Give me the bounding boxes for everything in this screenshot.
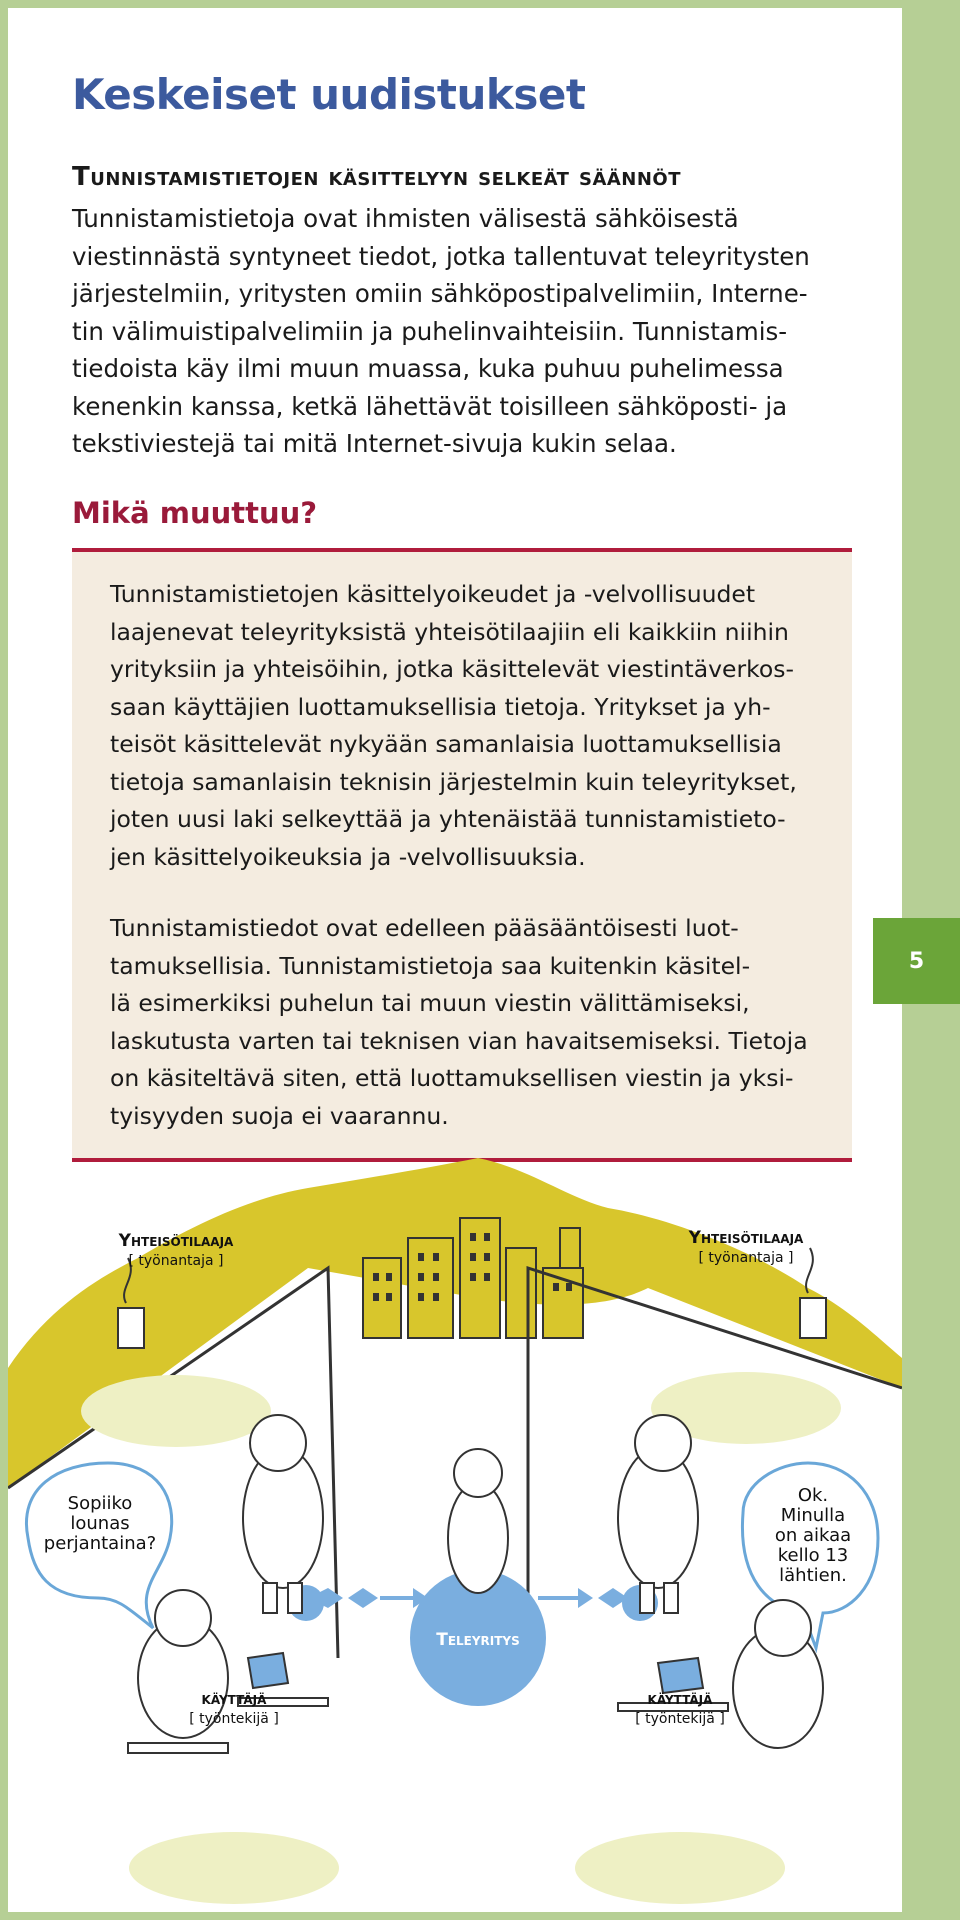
left-org-label: [81, 1231, 271, 1269]
text-line: tyisyyden suoja ei vaarannu.: [110, 1101, 449, 1130]
speech-line: lounas: [70, 1513, 130, 1534]
info-box: [72, 548, 852, 1162]
right-org-subtitle: [ työnantaja ]: [698, 1250, 794, 1266]
text-line: teisöt käsittelevät nykyään samanlaisia luottamuksellisia: [110, 730, 782, 758]
speech-line: kello 13: [777, 1545, 849, 1566]
operator-label: Teleyritys: [436, 1630, 520, 1650]
right-org-label: [651, 1228, 841, 1266]
text-line: kenenkin kanssa, ketkä lähettävät toisilleen sähköposti- ja: [72, 391, 788, 421]
left-speech-text: [30, 1494, 170, 1554]
text-line: joten uusi laki selkeyttää ja yhtenäistää tunnistamistieto-: [110, 805, 786, 833]
left-org-label-bg: [81, 1375, 271, 1447]
right-org-title: Yhteisötilaaja: [688, 1228, 804, 1248]
center-operator-figure: [448, 1449, 508, 1593]
speech-line: lähtien.: [779, 1565, 847, 1586]
text-line: tiedoista käy ilmi muun muassa, kuka puhuu puhelimessa: [72, 354, 784, 383]
text-line: Tunnistamistietoja ovat ihmisten välisestä sähköisestä: [72, 204, 739, 233]
right-user-title: käyttäjä: [647, 1689, 713, 1709]
text-line: jen käsittelyoikeuksia ja -velvollisuuksia.: [110, 842, 586, 871]
left-user-title: käyttäjä: [201, 1689, 267, 1709]
text-line: lä esimerkiksi puhelun tai muun viestin välittämiseksi,: [110, 989, 750, 1017]
left-user-label-bg: [129, 1832, 339, 1904]
intro-paragraph: [72, 200, 872, 463]
left-chimney: [118, 1308, 144, 1348]
left-org-subtitle: [ työnantaja ]: [128, 1253, 224, 1269]
left-boss-figure: [243, 1415, 323, 1613]
change-heading: Mikä muuttuu?: [72, 496, 318, 530]
text-line: tietoja samanlaisin teknisin järjestelmin kuin teleyritykset,: [110, 767, 797, 796]
speech-line: Sopiiko: [67, 1493, 133, 1514]
text-line: järjestelmiin, yritysten omiin sähköpostipalvelimiin, Interne-: [72, 279, 808, 308]
section-heading: Tunnistamistietojen käsittelyyn selkeät säännöt: [72, 162, 682, 192]
right-speech-text: [753, 1486, 873, 1586]
right-user-label: [575, 1689, 785, 1727]
info-paragraph-1: [110, 576, 830, 876]
speech-line: Minulla: [780, 1505, 846, 1526]
text-line: tamuksellisia. Tunnistamistietoja saa kuitenkin käsitel-: [110, 951, 751, 980]
text-line: yrityksiin ja yhteisöihin, jotka käsittelevät viestintäverkos-: [110, 655, 795, 683]
right-user-subtitle: [ työntekijä ]: [635, 1711, 725, 1727]
left-org-title: Yhteisötilaaja: [118, 1231, 234, 1251]
speech-line: on aikaa: [774, 1525, 852, 1546]
page-number-tab: 5: [873, 918, 960, 1004]
right-chimney: [800, 1298, 826, 1338]
text-line: on käsiteltävä siten, että luottamuksellisen viestin ja yksi-: [110, 1064, 794, 1092]
left-user-subtitle: [ työntekijä ]: [189, 1711, 279, 1727]
text-line: Tunnistamistietojen käsittelyoikeudet ja -velvollisuudet: [110, 580, 756, 608]
info-paragraph-2: [110, 910, 830, 1135]
speech-line: perjantaina?: [43, 1533, 157, 1554]
left-user-label: [129, 1689, 339, 1727]
right-user-label-bg: [575, 1832, 785, 1904]
text-line: tin välimuistipalvelimiin ja puhelinvaihteisiin. Tunnistamis-: [72, 316, 788, 346]
text-line: laajenevat teleyrityksistä yhteisötilaajiin eli kaikkiin niihin: [110, 617, 789, 646]
text-line: viestinnästä syntyneet tiedot, jotka tallentuvat teleyritysten: [72, 241, 810, 271]
text-line: tekstiviestejä tai mitä Internet-sivuja kukin selaa.: [72, 429, 677, 458]
speech-line: Ok.: [797, 1485, 829, 1506]
page: [8, 8, 902, 1912]
text-line: laskutusta varten tai teknisen vian havaitsemiseksi. Tietoja: [110, 1026, 808, 1055]
page-title: Keskeiset uudistukset: [72, 70, 586, 119]
text-line: saan käyttäjien luottamuksellisia tietoja. Yritykset ja yh-: [110, 692, 771, 721]
text-line: Tunnistamistiedot ovat edelleen pääsääntöisesti luot-: [110, 914, 739, 942]
right-boss-figure: [618, 1415, 698, 1613]
